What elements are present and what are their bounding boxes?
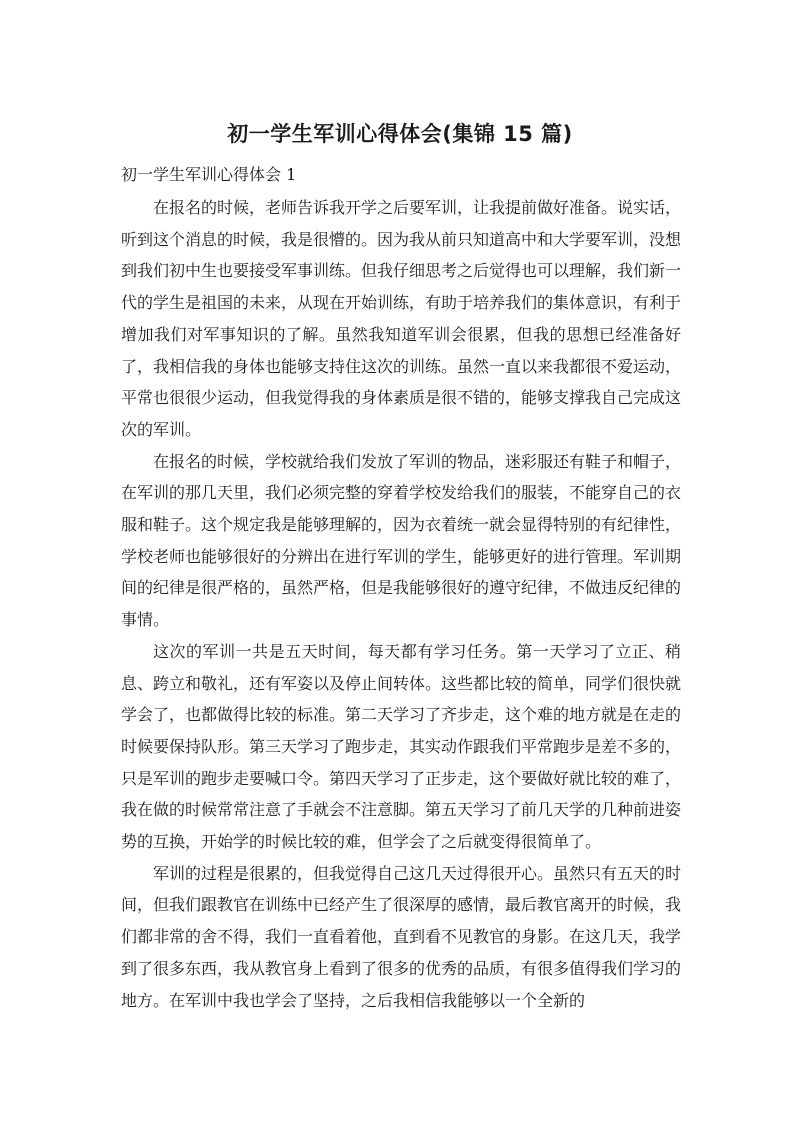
section-heading: 初一学生军训心得体会 1: [121, 165, 297, 184]
paragraph-3: 这次的军训一共是五天时间，每天都有学习任务。第一天学习了立正、稍息、跨立和敬礼，还有军姿以及停止间转体。这些都比较的简单，同学们很快就学会了，也都做得比较的标准。第二天学习了齐步走，这个难的地方就是在走的时候要保持队形。第三天学习了跑步走，其实动作跟我们平常跑步是差不多的，只是军训的跑步走要喊口令。第四天学习了正步走，这个要做好就比较的难了，我在做的时候常常注意了手就会不注意脚。第五天学习了前几天学的几种前进姿势的互换，开始学的时候比较的难，但学会了之后就变得很简单了。: [121, 641, 682, 852]
paragraph-1: 在报名的时候，老师告诉我开学之后要军训，让我提前做好准备。说实话，听到这个消息的时候，我是很懵的。因为我从前只知道高中和大学要军训，没想到我们初中生也要接受军事训练。但我仔细思考之后觉得也可以理解，我们新一代的学生是祖国的未来，从现在开始训练，有助于培养我们的集体意识，有利于增加我们对军事知识的了解。虽然我知道军训会很累，但我的思想已经准备好了，我相信我的身体也能够支持住这次的训练。虽然一直以来我都很不爱运动，平常也很很少运动，但我觉得我的身体素质是很不错的，能够支撑我自己完成这次的军训。: [121, 198, 682, 439]
document-title: 初一学生军训心得体会(集锦 15 篇): [227, 122, 573, 146]
paragraph-2: 在报名的时候，学校就给我们发放了军训的物品，迷彩服还有鞋子和帽子，在军训的那几天里，我们必须完整的穿着学校发给我们的服装，不能穿自己的衣服和鞋子。这个规定我是能够理解的，因为衣着统一就会显得特别的有纪律性，学校老师也能够很好的分辨出在进行军训的学生，能够更好的进行管理。军训期间的纪律是很严格的，虽然严格，但是我能够很好的遵守纪律，不做违反纪律的事情。: [121, 451, 682, 630]
document-body: [121, 160, 681, 1016]
paragraph-4: 军训的过程是很累的，但我觉得自己这几天过得很开心。虽然只有五天的时间，但我们跟教官在训练中已经产生了很深厚的感情，最后教官离开的时候，我们都非常的舍不得，我们一直看着他，直到看不见教官的身影。在这几天，我学到了很多东西，我从教官身上看到了很多的优秀的品质，有很多值得我们学习的地方。在军训中我也学会了坚持，之后我相信我能够以一个全新的: [121, 863, 682, 1010]
